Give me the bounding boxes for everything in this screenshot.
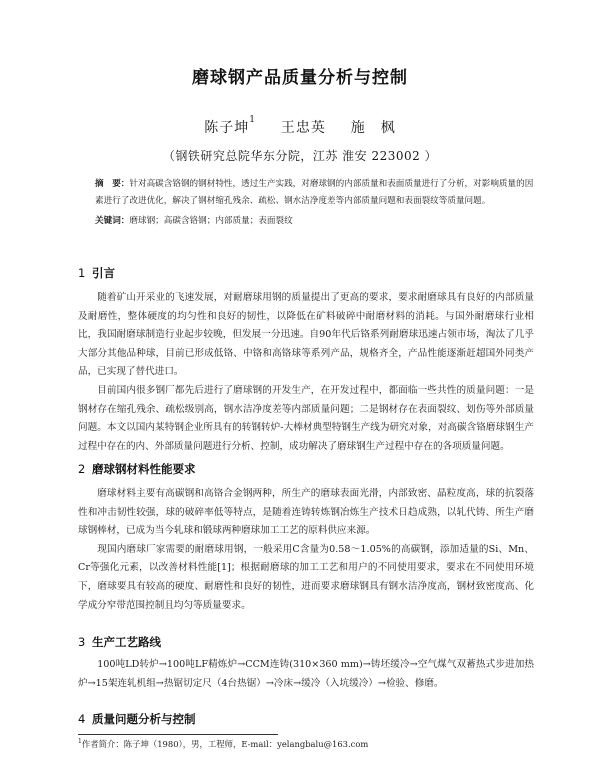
section-title: 质量问题分析与控制 [92,712,196,726]
process-route-body [78,656,534,693]
keywords-text: 磨球钢；高碳含铬钢；内部质量；表面裂纹 [129,216,293,226]
author-line [0,117,600,137]
keywords-label: 关键词： [95,216,130,226]
section-heading [78,461,196,477]
paragraph: 磨球材料主要有高碳钢和高铬合金钢两种，所生产的磨球表面光滑，内部致密、晶粒度高，球的抗裂落性和冲击韧性较强，球的破碎率低等特点，是随着连铸转炼钢冶炼生产技术日趋成熟，以轧代铸、所生产磨球钢棒材，已成为当今轧球和锻球两种磨球加工工艺的原料供应来源。 [78,488,534,537]
section-title: 磨球钢材料性能要求 [92,462,196,476]
section-number: 3 [78,635,86,649]
footnote-mark: 1 [78,738,82,746]
paragraph: 100吨LD转炉→100吨LF精炼炉→CCM连铸(310×360 mm)→铸坯缓冷→空气煤气双蓄热式步进加热炉→15架连轧机组→热锯切定尺（4台热锯）→冷床→缓冷（入坑缓冷）→检验、修磨。 [78,659,534,689]
paragraph: 现国内磨球厂家需要的耐磨球用钢，一般采用C含量为0.58～1.05%的高碳钢，添加适量的Si、Mn、Cr等强化元素，以改善材料性能[1]；根据耐磨球的加工工艺和用户的不同使用要求，要求在不同使用环境下，磨球要具有较高的硬度、耐磨性和良好的韧性，进而要求磨球钢具有钢水洁净度高，钢材致密度高、化学成分窄带范围控制且均匀等质量要求。 [78,543,534,611]
footnote-text: 作者简介：陈子坤（1980），男，工程师，E-mail：yelangbalu@163.com [81,739,369,749]
section-number: 1 [78,266,86,280]
section-title: 生产工艺路线 [92,635,161,649]
section-heading [78,634,161,650]
author-footnote-mark: 1 [249,115,256,125]
paragraph: 目前国内很多钢厂都先后进行了磨球钢的开发生产，在开发过程中，都面临一些共性的质量问题：一是钢材存在缩孔残余、疏松级别高，钢水洁净度差等内部质量问题；二是钢材存在表面裂纹、划伤等外部质量问题。本文以国内某特钢企业所具有的转钢转炉-大棒材典型特钢生产线为研究对象，对高碳含铬磨球钢生产过程中存在的内、外部质量问题进行分析、控制，成功解决了磨球钢生产过程中存在的各项质量问题。 [78,384,534,452]
section-number: 4 [78,712,86,726]
footnote-divider [78,734,278,735]
footnote [78,738,538,750]
paragraph: 随着矿山开采业的飞速发展，对耐磨球用钢的质量提出了更高的要求，要求耐磨球具有良好的内部质量及耐磨性，整体硬度的均匀性和良好的韧性，以降低在矿料破碎中耐磨材料的消耗。与国外耐磨球行业相比，我国耐磨球制造行业起步较晚，但发展一分迅速。自90年代后铬系列耐磨球迅速占领市场，淘汰了几乎大部分其他品种球，目前已形成低铬、中铬和高铬球等系列产品，规格齐全，产品性能逐渐赶超国外同类产品，已实现了替代进口。 [78,292,534,378]
author-name: 施 枫 [350,120,396,136]
abstract-label: 摘 要： [95,179,130,189]
section-number: 2 [78,462,86,476]
section-title: 引言 [92,266,115,280]
affiliation: （钢铁研究总院华东分院，江苏 淮安 223002 ） [162,149,438,163]
author-name: 王忠英 [280,120,326,136]
requirements-body [78,485,534,615]
section-heading [78,711,196,727]
intro-body [78,289,534,456]
paper-title: 磨球钢产品质量分析与控制 [192,68,408,88]
section-heading [78,265,115,281]
abstract-text: 针对高碳含铬钢的钢材特性，透过生产实践，对磨球钢的内部质量和表面质量进行了分析，对影响质量的因素进行了改进优化，解决了钢材缩孔残余、疏松、钢水洁净度差等内部质量问题和表面裂纹等质量问题。 [95,179,534,206]
abstract-block [95,176,535,230]
author-name: 陈子坤 [204,120,250,136]
